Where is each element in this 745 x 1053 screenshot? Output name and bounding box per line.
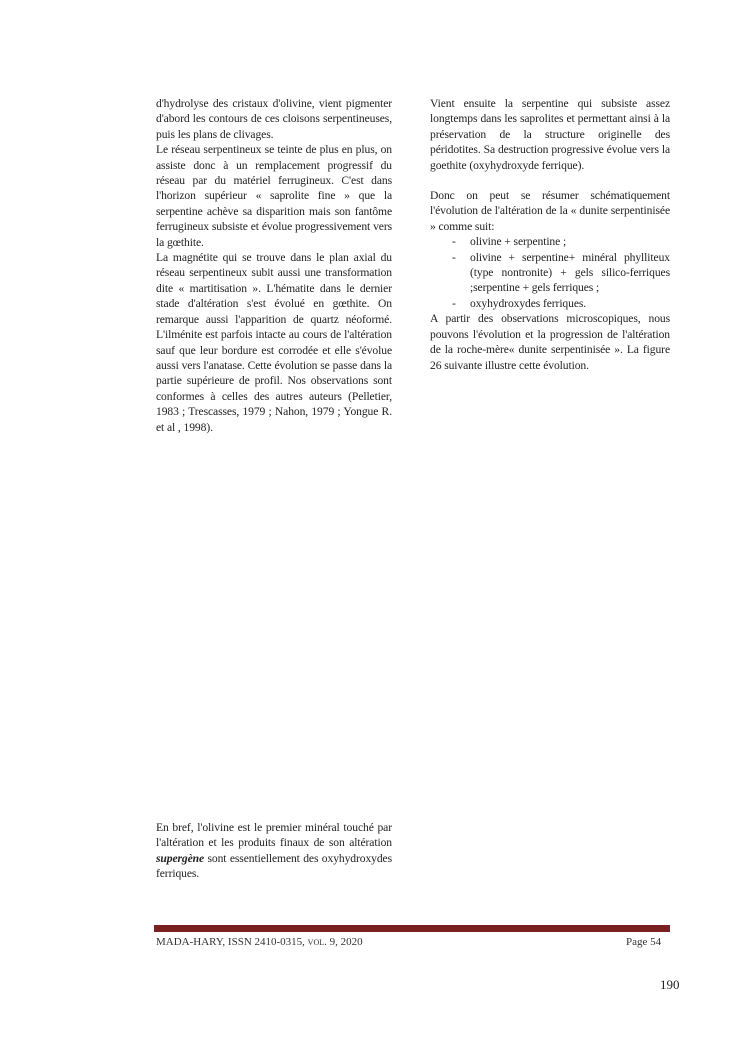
- footer-journal-info: MADA-HARY, ISSN 2410-0315, vol. 9, 2020: [156, 936, 363, 948]
- left-paragraph-2: Le réseau serpentineux se teinte de plus en plus, on assiste donc à un remplacement progressif du réseau par du matériel ferrugineux. C'est dans l'horizon supérieur « saprolite fine » que la serpentine achève sa disparition mais son fantôme ferrugineux subsiste et évolue progressivement vers la gœthite.: [156, 143, 392, 249]
- list-item-text: olivine + serpentine ;: [470, 235, 567, 249]
- list-item-text: olivine + serpentine+ minéral phylliteux (type nontronite) + gels silico-ferriques ;serpentine + gels ferriques ;: [470, 250, 670, 295]
- dash-bullet: -: [452, 250, 456, 264]
- paragraph-spacer: [430, 173, 670, 188]
- right-paragraph-3: A partir des observations microscopiques, nous pouvons l'évolution et la progression de l'altération de la roche-mère« dunite serpentinisée ». La figure 26 suivante illustre cette évolution.: [430, 312, 670, 372]
- emphasized-term: supergène: [156, 851, 205, 865]
- evolution-list: [430, 234, 670, 311]
- right-paragraph-2: Donc on peut se résumer schématiquement l'évolution de l'altération de la « dunite serpentinisée » comme suit:: [430, 189, 670, 233]
- summary-text: [156, 820, 392, 882]
- list-item-text: oxyhydroxydes ferriques.: [470, 296, 587, 310]
- summary-text-start: En bref, l'olivine est le premier minéral touché par l'altération et les produits finaux de son altération: [156, 821, 392, 850]
- summary-text-end: sont essentiellement des oxyhydroxydes ferriques.: [156, 851, 392, 881]
- list-item: [430, 234, 670, 249]
- summary-paragraph: [156, 820, 392, 882]
- left-text-column: [156, 96, 392, 435]
- left-paragraph-1: d'hydrolyse des cristaux d'olivine, vient pigmenter d'abord les contours de ces cloisons serpentineuses, puis les plans de clivages.: [156, 97, 392, 141]
- dash-bullet: -: [452, 235, 456, 249]
- dash-bullet: -: [452, 296, 456, 310]
- page-number: 190: [660, 977, 680, 992]
- footer-rule: [154, 925, 670, 932]
- right-text-column: [430, 96, 670, 373]
- footer-page-label: Page 54: [626, 936, 662, 948]
- right-paragraph-1: Vient ensuite la serpentine qui subsiste assez longtemps dans les saprolites et permettant ainsi à la préservation de la structure originelle des péridotites. Sa destruction progressive évolue vers la goethite (oxyhydroxyde ferrique).: [430, 97, 670, 172]
- list-item: [430, 296, 670, 311]
- list-item: [430, 250, 670, 296]
- left-paragraph-3: La magnétite qui se trouve dans le plan axial du réseau serpentineux subit aussi une transformation dite « martitisation ». L'hématite dans le dernier stade d'altération s'est évolué en gœthite. On remarque aussi l'apparition de quartz néoformé. L'ilménite est parfois intacte au cours de l'altération sauf que leur bordure est corrodée et elle s'évolue aussi vers l'anatase. Cette évolution se passe dans la partie supérieure de profil. Nos observations sont conformes à celles des autres auteurs (Pelletier, 1983 ; Trescasses, 1979 ; Nahon, 1979 ; Yongue R. et al , 1998).: [156, 251, 392, 434]
